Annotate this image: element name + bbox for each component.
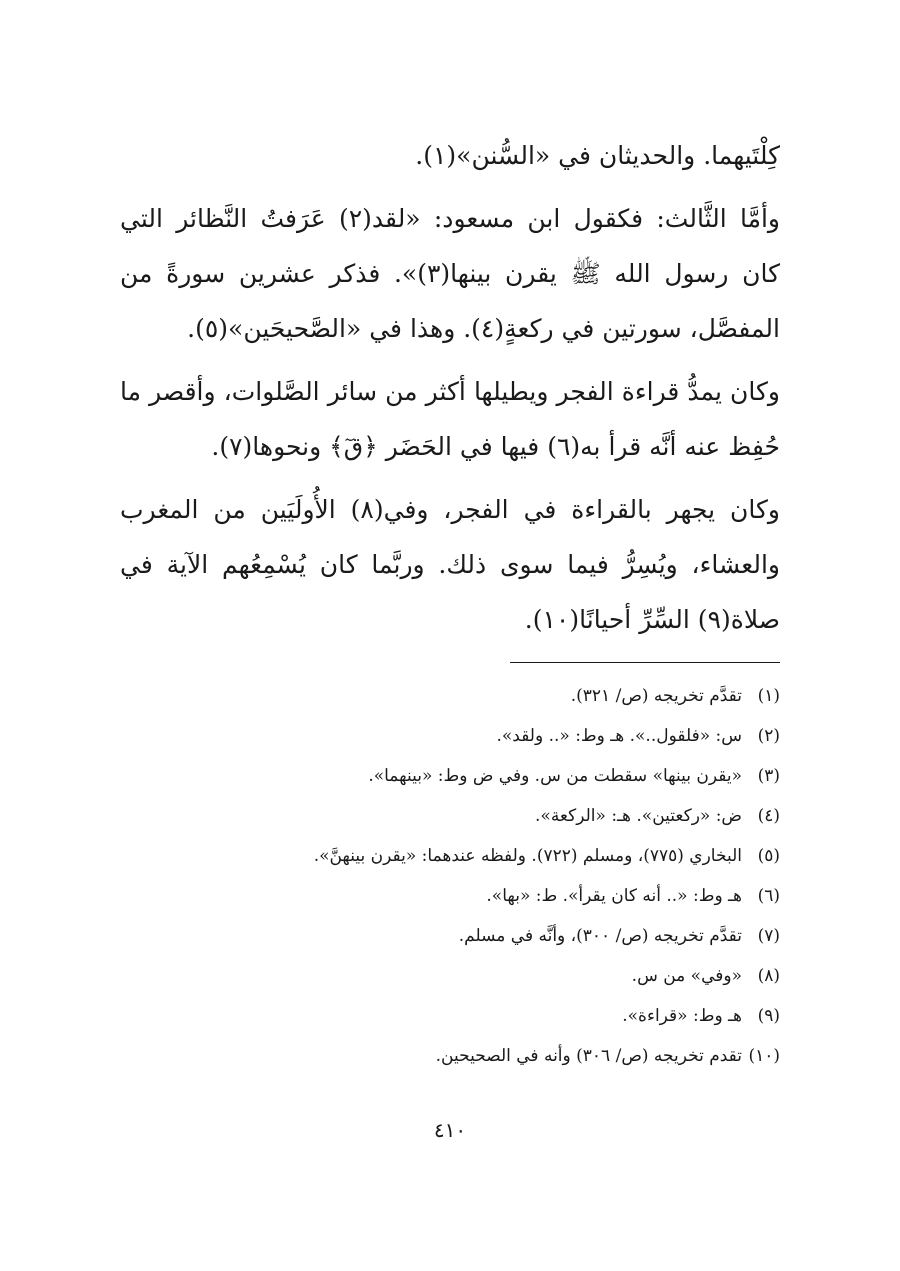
footnote-number: (٢): [757, 726, 780, 746]
footnote-text: هـ وط: «قراءة».: [622, 1006, 742, 1026]
footnote-number: (٧): [757, 926, 780, 946]
footnote-text: «وفي» من س.: [631, 966, 742, 986]
footnote-item: [120, 756, 780, 796]
footnote-text: البخاري (٧٧٥)، ومسلم (٧٢٢). ولفظه عندهما: «يقرن بينهنَّ».: [313, 846, 742, 866]
footnote-divider: [510, 662, 780, 663]
footnote-item: [120, 876, 780, 916]
footnote-number: (٦): [757, 886, 780, 906]
footnotes-list: [120, 676, 780, 1076]
footnote-item: [120, 796, 780, 836]
footnote-item: [120, 1036, 780, 1076]
footnote-text: تقدم تخريجه (ص/ ٣٠٦) وأنه في الصحيحين.: [435, 1046, 742, 1066]
main-text: [120, 128, 780, 647]
footnote-number: (٩): [757, 1006, 780, 1026]
paragraph: كِلْتَيهما. والحديثان في «السُّنن»(١).: [415, 141, 780, 170]
footnote-text: تقدَّم تخريجه (ص/ ٣٠٠)، وأنَّه في مسلم.: [458, 926, 742, 946]
footnote-item: [120, 836, 780, 876]
page-number: ٤١٠: [433, 1118, 467, 1142]
footnote-text: ض: «ركعتين». هـ: «الركعة».: [535, 806, 742, 826]
paragraph: وكان يجهر بالقراءة في الفجر، وفي(٨) الأُولَيَين من المغرب والعشاء، ويُسِرُّ فيما سوى ذلك. وربَّما كان يُسْمِعُهم الآية في صلاة(٩) السِّرِّ أحيانًا(١٠).: [120, 495, 780, 634]
footnote-item: [120, 956, 780, 996]
footnote-text: تقدَّم تخريجه (ص/ ٣٢١).: [570, 686, 742, 706]
paragraph: وأمَّا الثَّالث: فكقول ابن مسعود: «لقد(٢) عَرَفتُ النَّظائر التي كان رسول الله ﷺ يقرن بينها(٣)». فذكر عشرين سورةً من المفصَّل، سورتين في ركعةٍ(٤). وهذا في «الصَّحيحَين»(٥).: [120, 204, 780, 343]
footnote-text: س: «فلقول..». هـ وط: «.. ولقد».: [496, 726, 742, 746]
footnote-item: [120, 916, 780, 956]
footnote-number: (٨): [757, 966, 780, 986]
footnote-text: «يقرن بينها» سقطت من س. وفي ض وط: «بينهما».: [368, 766, 742, 786]
paragraph: وكان يمدُّ قراءة الفجر ويطيلها أكثر من سائر الصَّلوات، وأقصر ما حُفِظ عنه أنَّه قرأ به(٦) فيها في الحَضَر ﴿قٓ﴾ ونحوها(٧).: [120, 377, 780, 461]
footnote-number: (٥): [757, 846, 780, 866]
footnote-number: (١٠): [748, 1046, 780, 1066]
footnote-item: [120, 716, 780, 756]
footnote-item: [120, 996, 780, 1036]
page-body: [120, 128, 780, 647]
footnote-number: (٣): [757, 766, 780, 786]
footnote-number: (٤): [757, 806, 780, 826]
footnote-number: (١): [757, 686, 780, 706]
footnote-item: [120, 676, 780, 716]
footnote-text: هـ وط: «.. أنه كان يقرأ». ط: «بها».: [486, 886, 742, 906]
